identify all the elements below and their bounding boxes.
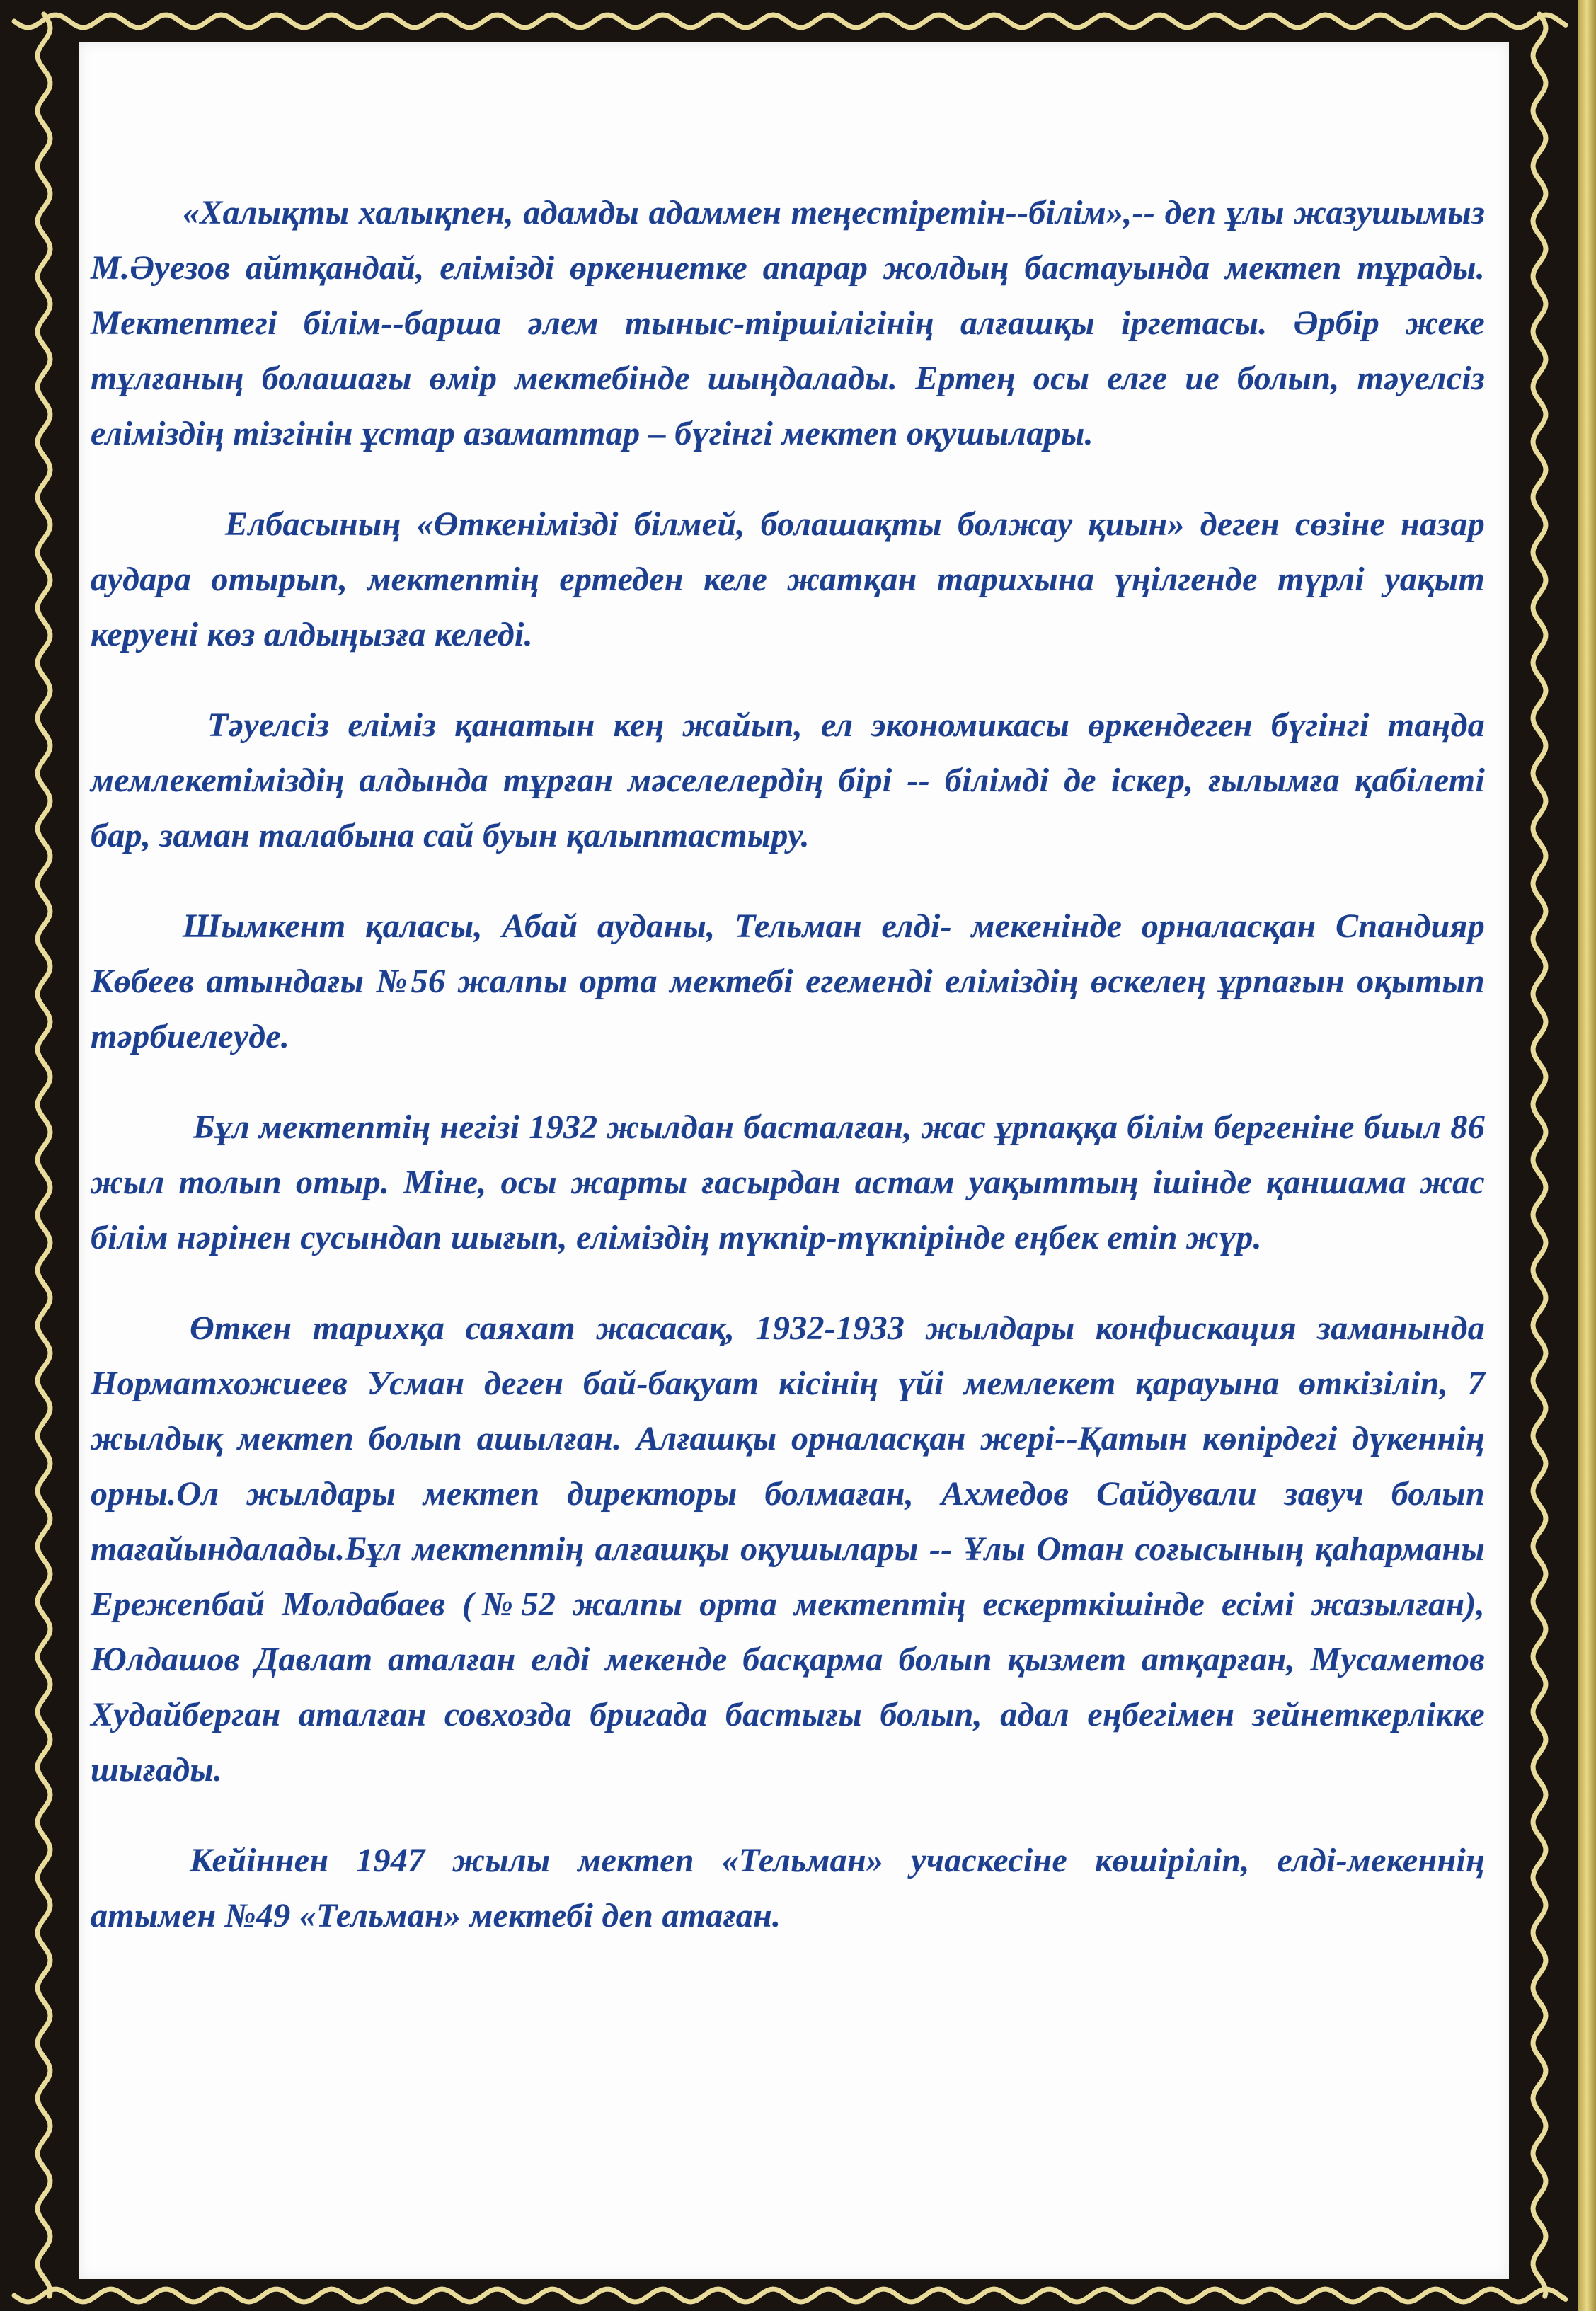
document-body [91,185,1485,1979]
wave-ornament-line [38,14,50,2296]
paragraph-history: Өткен тарихқа саяхат жасасақ, 1932-1933 жылдары конфискация заманында Норматхожиеев Усман деген бай-бақуат кісінің үйі мемлекет қарауына өткізіліп, 7 жылдық мектеп болып ашылған. Алғашқы орналасқан жері--Қатын көпірдегі дүкеннің орны.Ол жылдары мектеп директоры болмаған, Ахмедов Сайдували завуч болып тағайындалады.Бұл мектептің алғашқы оқушылары -- Ұлы Отан соғысының қаһарманы Ережепбай Молдабаев (№52 жалпы орта мектептің ескерткішінде есімі жазылған), Юлдашов Давлат аталған елді мекенде басқарма болып қызмет атқарған, Мусаметов Худайберган аталған совхозда бригада бастығы болып, адал еңбегімен зейнеткерлікке шығады. [91,1309,1485,1789]
wave-ornament-line [14,15,1566,28]
paragraph-elbasy-quote: Елбасының «Өткенімізді білмей, болашақты болжау қиын» деген сөзіне назар аудара отырып, мектептің ертеден келе жатқан тарихына үңілгенде түрлі уақыт керуені көз алдыңызға келеді. [91,505,1485,653]
paragraph-independence: Тәуелсіз еліміз қанатын кең жайып, ел экономикасы өркендеген бүгінгі таңда мемлекетіміздің алдында тұрған мәселелердің бірі -- білімді де іскер, ғылымға қабілеті бар, заман талабына сай буын қалыптастыру. [91,706,1485,854]
wave-ornament-line [14,2289,1566,2302]
paragraph-relocation: Кейіннен 1947 жылы мектеп «Тельман» учаскесіне көшіріліп, елді-мекеннің атымен №49 «Тельман» мектебі деп атаған. [91,1842,1485,1934]
gold-edge [1578,0,1596,2311]
paragraph-school-founding: Бұл мектептің негізі 1932 жылдан басталған, жас ұрпаққа білім бергеніне биыл 86 жыл толып отыр. Міне, осы жарты ғасырдан астам уақыттың ішінде қаншама жас білім нәрінен сусындап шығып, еліміздің түкпір-түкпірінде еңбек етіп жүр. [91,1108,1485,1256]
paragraph-school-location: Шымкент қаласы, Абай ауданы, Тельман елді- мекенінде орналасқан Спандияр Көбеев атындағы №56 жалпы орта мектебі егеменді еліміздің өскелең ұрпағын оқытып тәрбиелеуде. [91,907,1485,1055]
wave-ornament-line [1533,14,1546,2296]
paragraph-intro: «Халықты халықпен, адамды адаммен теңестіретін--білім»,-- деп ұлы жазушымыз М.Әуезов айтқандай, елімізді өркениетке апарар жолдың бастауында мектеп тұрады. Мектептегі білім--барша әлем тыныс-тіршілігінің алғашқы іргетасы. Әрбір жеке тұлғаның болашағы өмір мектебінде шыңдалады. Ертең осы елге ие болып, тәуелсіз еліміздің тізгінін ұстар азаматтар – бүгінгі мектеп оқушылары. [91,194,1485,452]
